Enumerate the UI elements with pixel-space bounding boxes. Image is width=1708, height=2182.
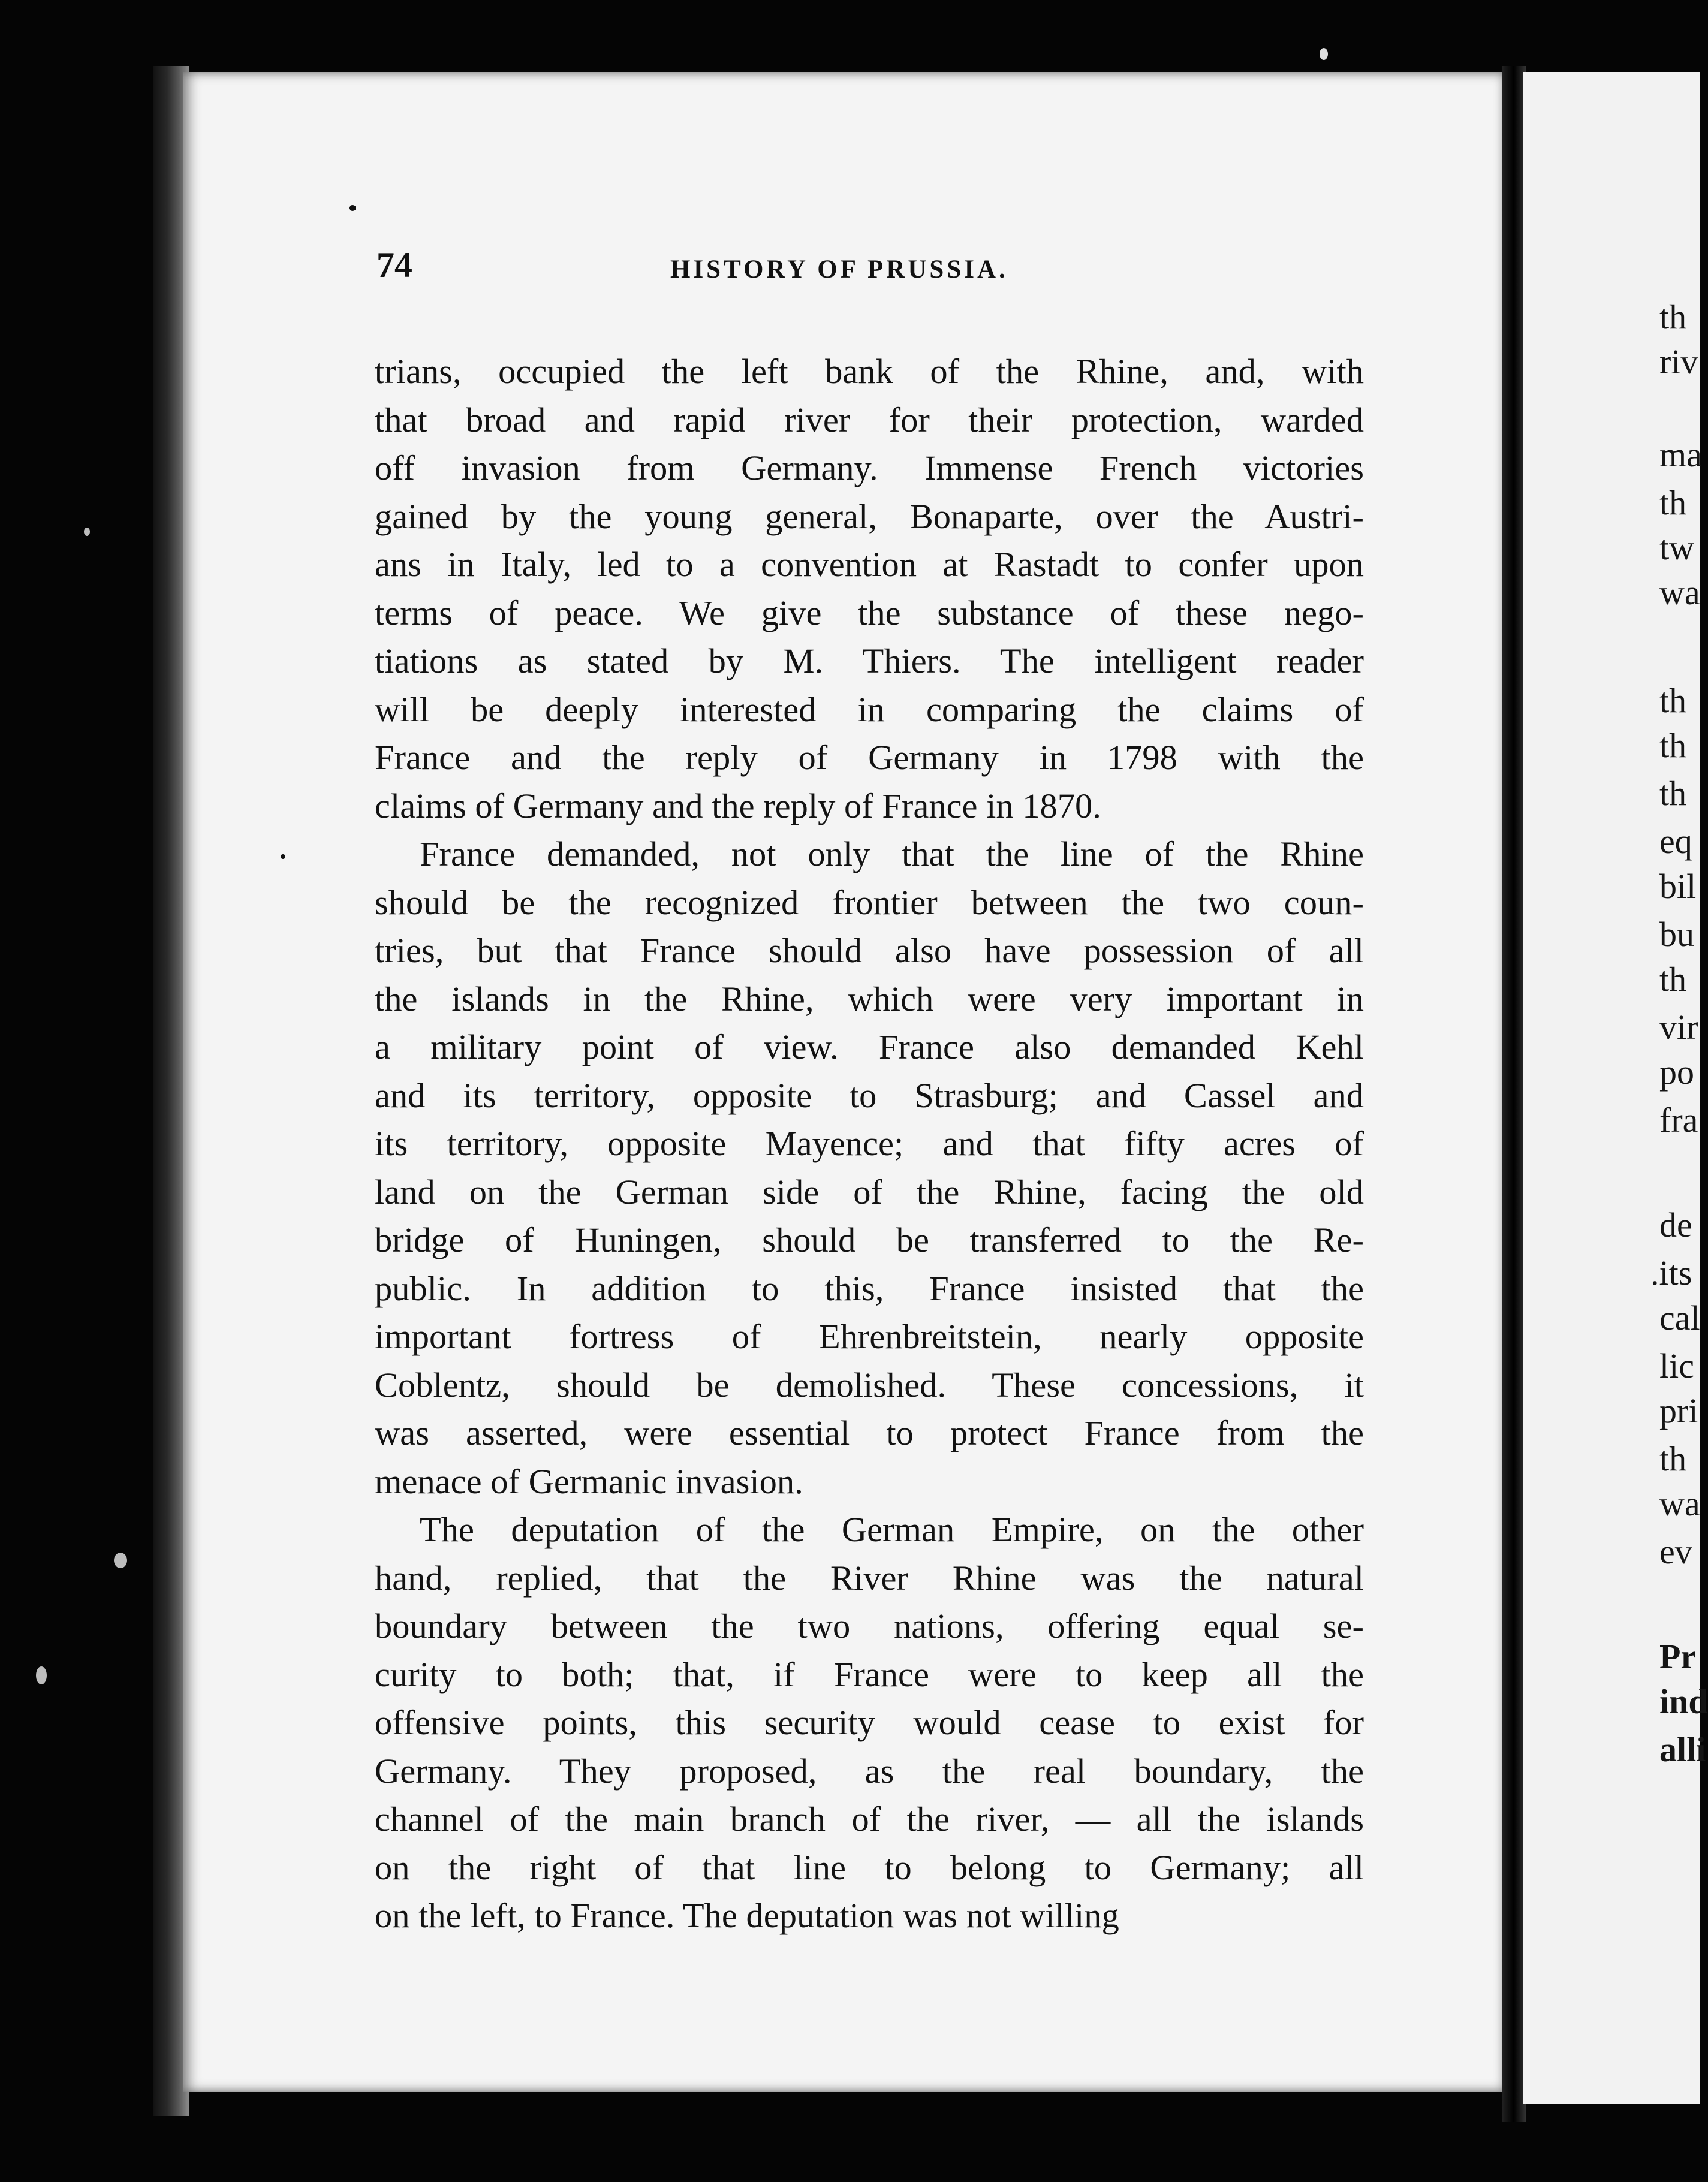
paragraph xyxy=(375,830,1364,1506)
body-text xyxy=(375,348,1364,1940)
facing-page-fragment: wa xyxy=(1659,573,1700,612)
facing-page-edge xyxy=(1523,72,1708,2104)
facing-page-fragment: th xyxy=(1659,483,1687,522)
text-line: bridge of Huningen, should be transferred to the Re- xyxy=(375,1220,1364,1259)
scan-speck xyxy=(349,205,356,211)
facing-page-fragment: ind xyxy=(1659,1682,1708,1721)
facing-page-fragment: lic xyxy=(1659,1346,1694,1385)
scan-speck xyxy=(114,1553,127,1568)
facing-page-fragment: de xyxy=(1659,1205,1692,1244)
text-line: France and the reply of Germany in 1798 with the xyxy=(375,738,1364,777)
paragraph xyxy=(375,1506,1364,1940)
text-line: on the left, to France. The deputation was not willing xyxy=(375,1896,1119,1935)
text-line: claims of Germany and the reply of France in 1870. xyxy=(375,786,1101,825)
text-line: Germany. They proposed, as the real boundary, the xyxy=(375,1751,1364,1791)
text-line: land on the German side of the Rhine, facing the old xyxy=(375,1172,1364,1211)
text-line: terms of peace. We give the substance of these nego- xyxy=(375,593,1364,632)
facing-page-fragment: alli xyxy=(1659,1730,1706,1769)
text-line: France demanded, not only that the line of the Rhine xyxy=(420,834,1364,873)
page-gutter xyxy=(1502,66,1526,2122)
text-line: menace of Germanic invasion. xyxy=(375,1461,803,1501)
facing-page-fragment: ev xyxy=(1659,1532,1692,1571)
text-line: that broad and rapid river for their protection, warded xyxy=(375,400,1364,439)
text-line: hand, replied, that the River Rhine was the natural xyxy=(375,1558,1364,1598)
facing-page-fragment: cal xyxy=(1659,1298,1700,1337)
facing-page-fragment: th xyxy=(1659,774,1687,813)
facing-page-fragment: th xyxy=(1659,297,1687,336)
text-line: important fortress of Ehrenbreitstein, nearly opposite xyxy=(375,1317,1364,1356)
facing-page-fragment: .its xyxy=(1650,1253,1692,1292)
text-line: offensive points, this security would cease to exist for xyxy=(375,1703,1364,1742)
facing-page-fragment: bu xyxy=(1659,915,1694,954)
facing-page-fragment: riv xyxy=(1659,342,1698,381)
running-head-title: HISTORY OF PRUSSIA. xyxy=(670,255,1008,284)
text-line: ans in Italy, led to a convention at Rastadt to confer upon xyxy=(375,545,1364,584)
facing-page-fragment: tw xyxy=(1659,528,1694,567)
facing-page-fragment: th xyxy=(1659,726,1687,765)
facing-page-fragment: th xyxy=(1659,960,1687,999)
scan-speck xyxy=(36,1666,47,1684)
facing-page-fragment: po xyxy=(1659,1053,1694,1092)
facing-page-fragment: vir xyxy=(1659,1008,1698,1047)
text-line: public. In addition to this, France insisted that the xyxy=(375,1268,1364,1308)
page-number: 74 xyxy=(376,245,412,285)
text-line: tiations as stated by M. Thiers. The intelligent reader xyxy=(375,641,1364,680)
text-line: and its territory, opposite to Strasburg; and Cassel and xyxy=(375,1075,1364,1115)
text-line: curity to both; that, if France were to keep all the xyxy=(375,1654,1364,1694)
scan-speck xyxy=(84,528,90,536)
text-line: The deputation of the German Empire, on the other xyxy=(420,1510,1364,1549)
facing-page-fragment: ma xyxy=(1659,435,1702,474)
facing-page-fragment: Pr xyxy=(1659,1637,1697,1676)
text-line: boundary between the two nations, offering equal se- xyxy=(375,1607,1364,1645)
text-line: off invasion from Germany. Immense French victories xyxy=(375,448,1364,487)
text-line: Coblentz, should be demolished. These concessions, it xyxy=(375,1365,1364,1405)
text-line: the islands in the Rhine, which were very important in xyxy=(375,979,1364,1018)
paragraph xyxy=(375,348,1364,830)
scan-speck xyxy=(281,854,285,859)
facing-page-fragment: wa xyxy=(1659,1484,1700,1523)
text-line: on the right of that line to belong to Germany; all xyxy=(375,1848,1364,1887)
scan-speck xyxy=(1320,48,1328,60)
facing-page-fragment: fra xyxy=(1659,1101,1698,1140)
text-line: will be deeply interested in comparing the claims of xyxy=(375,689,1364,729)
facing-page-fragment: th xyxy=(1659,681,1687,720)
facing-page-fragment: eq xyxy=(1659,822,1692,861)
text-line: gained by the young general, Bonaparte, over the Austri- xyxy=(375,496,1364,536)
text-line: channel of the main branch of the river, — all the islands xyxy=(375,1800,1364,1839)
text-line: a military point of view. France also demanded Kehl xyxy=(375,1027,1364,1066)
facing-page-fragment: th xyxy=(1659,1439,1687,1478)
text-line: tries, but that France should also have possession of all xyxy=(375,931,1364,970)
facing-page-fragment: pri xyxy=(1659,1391,1698,1430)
text-line: trians, occupied the left bank of the Rhine, and, with xyxy=(375,352,1364,391)
text-line: should be the recognized frontier between the two coun- xyxy=(375,882,1364,922)
facing-page-fragment: bil xyxy=(1659,867,1697,906)
text-line: its territory, opposite Mayence; and that fifty acres of xyxy=(375,1124,1364,1163)
text-line: was asserted, were essential to protect France from the xyxy=(375,1414,1364,1452)
running-head xyxy=(376,255,1276,284)
